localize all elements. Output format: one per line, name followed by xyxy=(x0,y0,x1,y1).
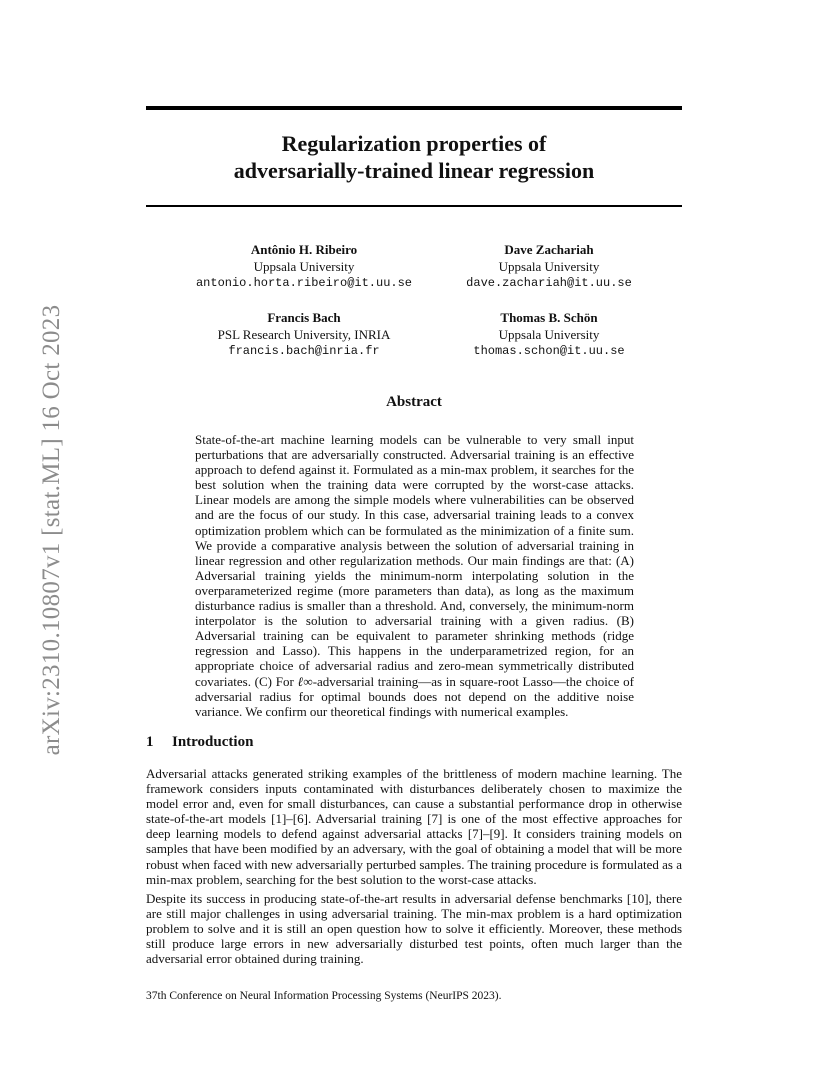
intro-paragraph: Adversarial attacks generated striking examples of the brittleness of modern machine learning. The framework considers inputs contaminated with disturbances deliberately chosen to maximize the model error and, even for small disturbances, can cause a substantial performance drop in otherwise state-of-the-art models [1]–[6]. Adversarial training [7] is one of the most effective approaches for deep learning models to defend against adversarial attacks [7]–[9]. It considers training models on samples that have been modified by an adversary, with the goal of obtaining a model that will be more robust when faced with new adversarially perturbed samples. The training procedure is formulated as a min-max problem, searching for the best solution to the worst-case attacks. xyxy=(146,766,682,887)
author-email[interactable]: thomas.schon@it.uu.se xyxy=(473,344,625,358)
title-line-2: adversarially-trained linear regression xyxy=(233,158,595,183)
section-title: Introduction xyxy=(172,734,254,750)
author-name: Francis Bach xyxy=(267,310,341,325)
author-name: Dave Zachariah xyxy=(504,242,594,257)
title-line-1: Regularization properties of xyxy=(281,131,547,156)
author-affiliation: Uppsala University xyxy=(498,258,600,274)
author-name: Thomas B. Schön xyxy=(500,310,598,325)
abstract-body xyxy=(195,432,634,719)
section-number: 1 xyxy=(146,734,154,750)
author-block xyxy=(429,310,669,360)
author-block xyxy=(429,242,669,292)
linf-norm-symbol: ℓ∞ xyxy=(297,673,313,689)
conference-footnote: 37th Conference on Neural Information Processing Systems (NeurIPS 2023). xyxy=(146,990,502,1002)
author-affiliation: Uppsala University xyxy=(498,326,600,342)
author-name: Antônio H. Ribeiro xyxy=(250,242,358,257)
abstract-heading: Abstract xyxy=(386,394,442,410)
author-affiliation: Uppsala University xyxy=(253,258,355,274)
author-email[interactable]: dave.zachariah@it.uu.se xyxy=(466,276,632,290)
author-block xyxy=(184,310,424,360)
abstract-text-part-1: State-of-the-art machine learning models can be vulnerable to very small input perturbations that are adversarially constructed. Adversarial training is an effective approach to defend against it. Formulated as a min-max problem, it searches for the best solution when the training data were corrupted by the worst-case attacks. Linear models are among the simple models where vulnerabilities can be observed and are the focus of our study. In this case, adversarial training leads to a convex optimization problem which can be formulated as the minimization of a finite sum. We provide a comparative analysis between the solution of adversarial training in linear regression and other regularization methods. Our main findings are that: (A) Adversarial training yields the minimum-norm interpolating solution in the overparameterized regime (more parameters than data), as long as the maximum disturbance radius is smaller than a threshold. And, conversely, the minimum-norm interpolator is the solution to adversarial training with a given radius. (B) Adversarial training can be equivalent to parameter shrinking methods (ridge regression and Lasso). This happens in the underparametrized region, for an appropriate choice of adversarial radius and zero-mean symmetrically distributed covariates. (C) For xyxy=(195,432,634,689)
title-rule-bottom xyxy=(146,205,682,207)
title-rule-top xyxy=(146,106,682,110)
author-affiliation: PSL Research University, INRIA xyxy=(217,326,391,342)
abstract-text-part-2: -adversarial training—as in square-root Lasso—the choice of adversarial radius for optimal bounds does not depend on the additive noise variance. We confirm our theoretical findings with numerical examples. xyxy=(195,673,634,719)
author-email[interactable]: antonio.horta.ribeiro@it.uu.se xyxy=(195,276,413,290)
section-heading-introduction xyxy=(146,734,253,751)
intro-paragraph: Despite its success in producing state-of-the-art results in adversarial defense benchmarks [10], there are still major challenges in using adversarial training. The min-max problem is a hard optimization problem to solve and it is still an open question how to solve it efficiently. Moreover, these methods still produce large errors in new adversarially disturbed test points, often much larger than the adversarial error obtained during training. xyxy=(146,891,682,967)
author-block xyxy=(184,242,424,292)
author-email[interactable]: francis.bach@inria.fr xyxy=(228,344,380,358)
paper-title xyxy=(146,130,682,184)
arxiv-identifier: arXiv:2310.10807v1 [stat.ML] 16 Oct 2023 xyxy=(38,304,65,756)
